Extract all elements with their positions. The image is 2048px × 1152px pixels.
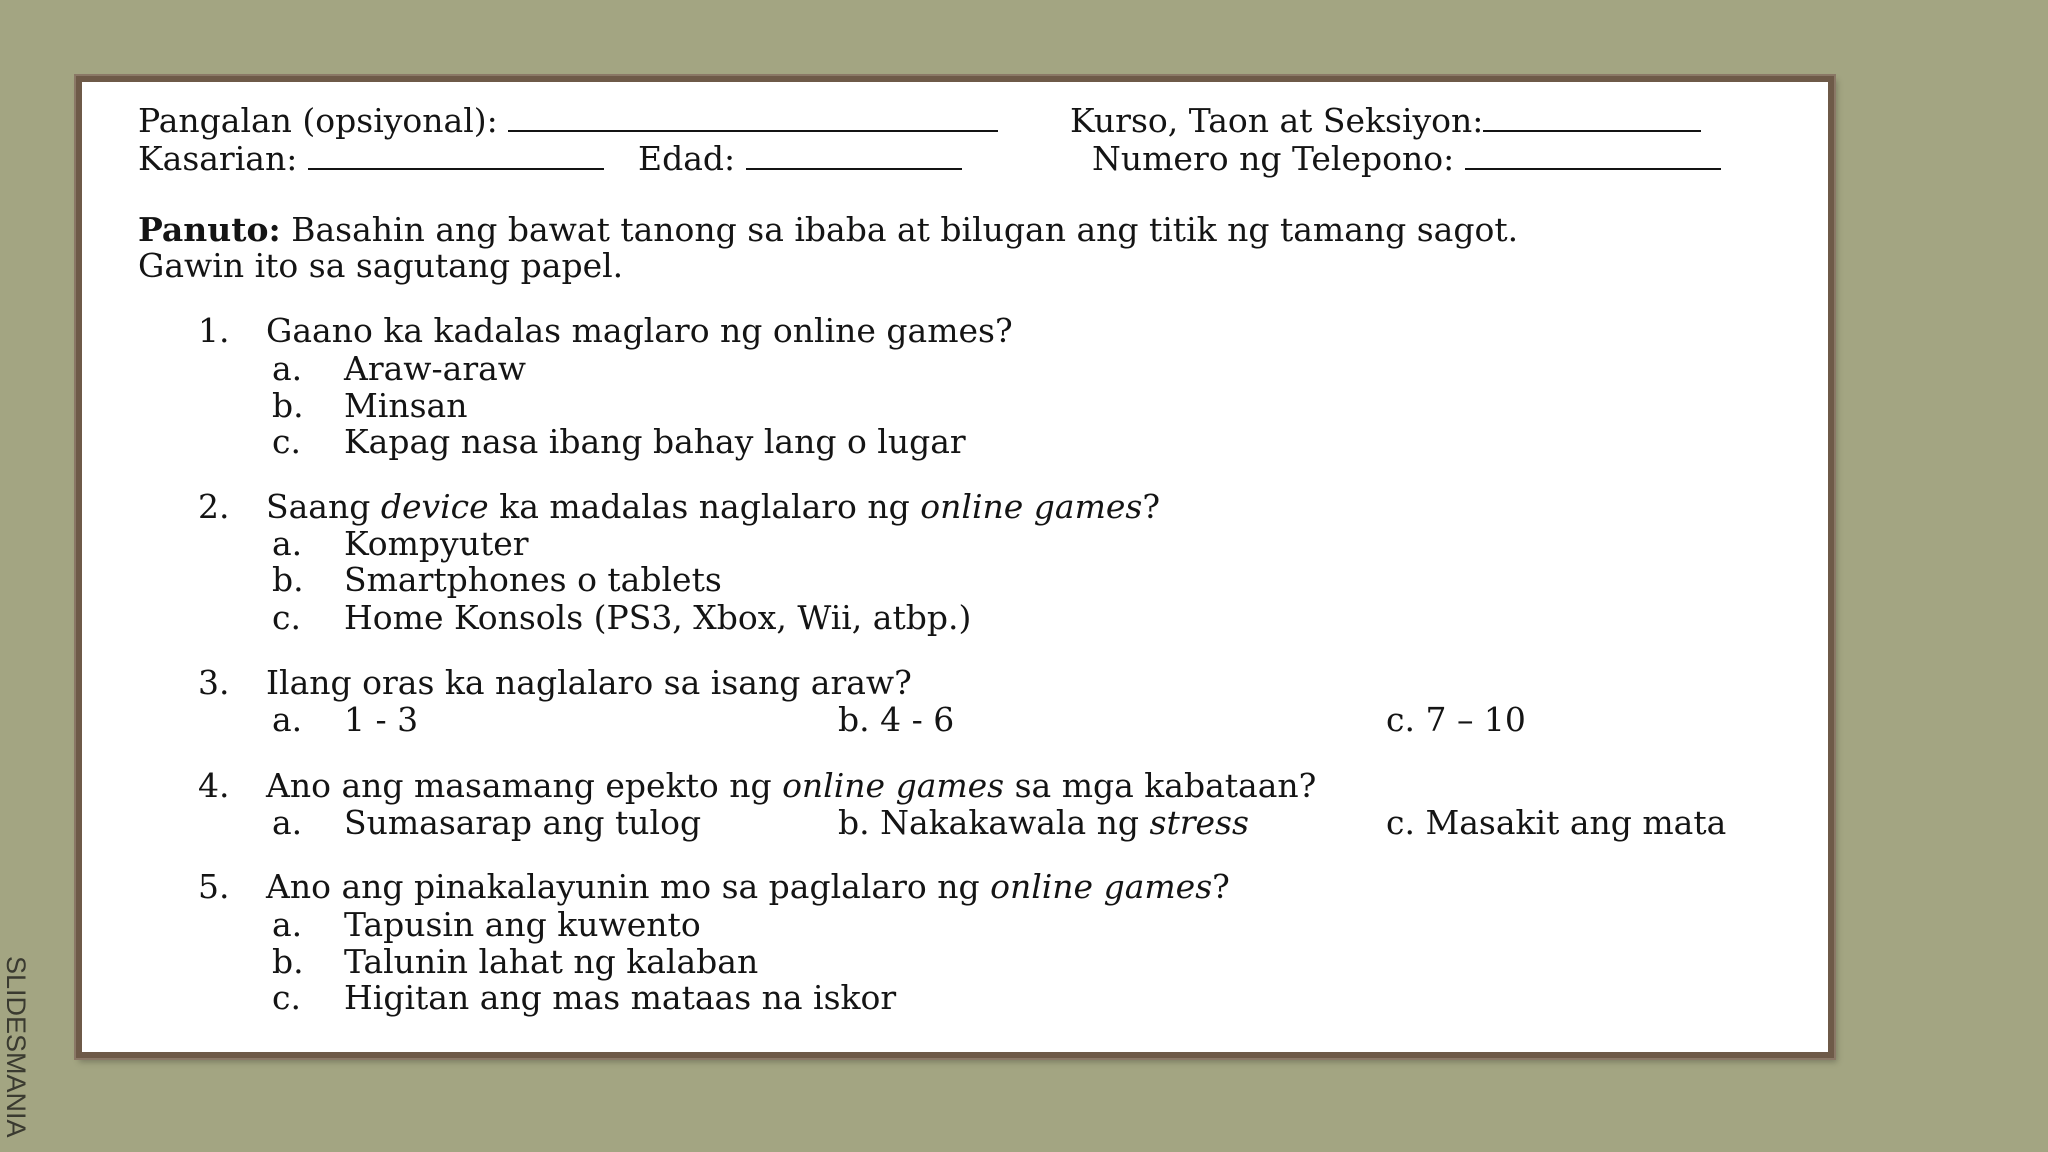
q3-option-a-text: 1 - 3 <box>344 700 419 739</box>
instructions-text-2: Gawin ito sa sagutang papel. <box>138 246 624 285</box>
q4-option-a-letter: a. <box>272 803 303 842</box>
phone-line <box>1092 138 1721 177</box>
q2-option-a-text: Kompyuter <box>344 524 529 563</box>
q5-text-c: ? <box>1212 867 1230 906</box>
sex-label: Kasarian: <box>138 139 298 178</box>
q5-option-b-text: Talunin lahat ng kalaban <box>344 942 759 981</box>
phone-blank <box>1465 138 1721 170</box>
question-4-text <box>266 767 1316 804</box>
question-1 <box>198 312 230 349</box>
instructions-label: Panuto: <box>138 210 281 249</box>
q3-option-b-text: b. 4 - 6 <box>838 700 955 739</box>
q4-option-c-text: c. Masakit ang mata <box>1386 803 1727 842</box>
age-label: Edad: <box>638 139 736 178</box>
q1-option-a-letter: a. <box>272 349 303 388</box>
q4-text-c: sa mga kabataan? <box>1004 766 1317 805</box>
phone-label: Numero ng Telepono: <box>1092 139 1455 178</box>
q2-option-c-text: Home Konsols (PS3, Xbox, Wii, atbp.) <box>344 598 972 637</box>
question-4-number: 4. <box>198 766 230 805</box>
q5-option-a-text: Tapusin ang kuwento <box>344 905 701 944</box>
q2-option-a-letter: a. <box>272 524 303 563</box>
name-blank <box>508 100 998 132</box>
question-2-number: 2. <box>198 487 230 526</box>
question-1-text: Gaano ka kadalas maglaro ng online games? <box>266 311 1013 350</box>
q2-text-d: online games <box>920 487 1143 526</box>
q1-option-b-letter: b. <box>272 386 304 425</box>
q4-option-a-text: Sumasarap ang tulog <box>344 803 702 842</box>
q2-option-b-letter: b. <box>272 560 304 599</box>
q5-text-b: online games <box>990 867 1213 906</box>
q2-text-c: ka madalas naglalaro ng <box>488 487 921 526</box>
question-5-text <box>266 868 1230 905</box>
q5-option-a-letter: a. <box>272 905 303 944</box>
q2-option-b-text: Smartphones o tablets <box>344 560 722 599</box>
q1-option-b-text: Minsan <box>344 386 468 425</box>
q2-option-c-letter: c. <box>272 598 301 637</box>
age-line <box>638 138 962 177</box>
q1-option-c-letter: c. <box>272 422 301 461</box>
q4-text-a: Ano ang masamang epekto ng <box>266 766 783 805</box>
name-label: Pangalan (opsiyonal): <box>138 101 498 140</box>
q1-option-a-text: Araw-araw <box>344 349 527 388</box>
q2-text-e: ? <box>1142 487 1161 526</box>
question-2-text <box>266 488 1160 525</box>
name-line <box>138 100 998 139</box>
question-5-number: 5. <box>198 867 230 906</box>
q3-option-c-text: c. 7 – 10 <box>1386 700 1526 739</box>
instructions-text-1: Basahin ang bawat tanong sa ibaba at bilugan ang titik ng tamang sagot. <box>291 210 1519 249</box>
age-blank <box>746 138 962 170</box>
q5-option-c-letter: c. <box>272 978 301 1017</box>
question-3-text: Ilang oras ka naglalaro sa isang araw? <box>266 663 912 702</box>
q4-text-b: online games <box>782 766 1005 805</box>
q4-option-b-italic: stress <box>1149 803 1249 842</box>
q2-text-b: device <box>380 487 489 526</box>
q3-option-a-letter: a. <box>272 700 303 739</box>
q4-option-b-text: b. Nakakawala ng <box>838 803 1150 842</box>
question-3-number: 3. <box>198 663 230 702</box>
question-number: 1. <box>198 311 230 350</box>
sex-line <box>138 138 604 177</box>
q5-option-c-text: Higitan ang mas mataas na iskor <box>344 978 897 1017</box>
course-line <box>1070 100 1701 139</box>
sex-blank <box>308 138 604 170</box>
q2-text-a: Saang <box>266 487 381 526</box>
q5-text-a: Ano ang pinakalayunin mo sa paglalaro ng <box>266 867 991 906</box>
watermark: SLIDESMANIA <box>1 956 31 1138</box>
questionnaire-sheet <box>76 76 1834 1058</box>
course-label: Kurso, Taon at Seksiyon: <box>1070 101 1484 140</box>
instructions-line-2 <box>138 247 623 284</box>
course-blank <box>1483 100 1701 132</box>
q4-option-b <box>838 804 1249 841</box>
instructions-line-1 <box>138 211 1518 248</box>
q5-option-b-letter: b. <box>272 942 304 981</box>
q1-option-c-text: Kapag nasa ibang bahay lang o lugar <box>344 422 966 461</box>
